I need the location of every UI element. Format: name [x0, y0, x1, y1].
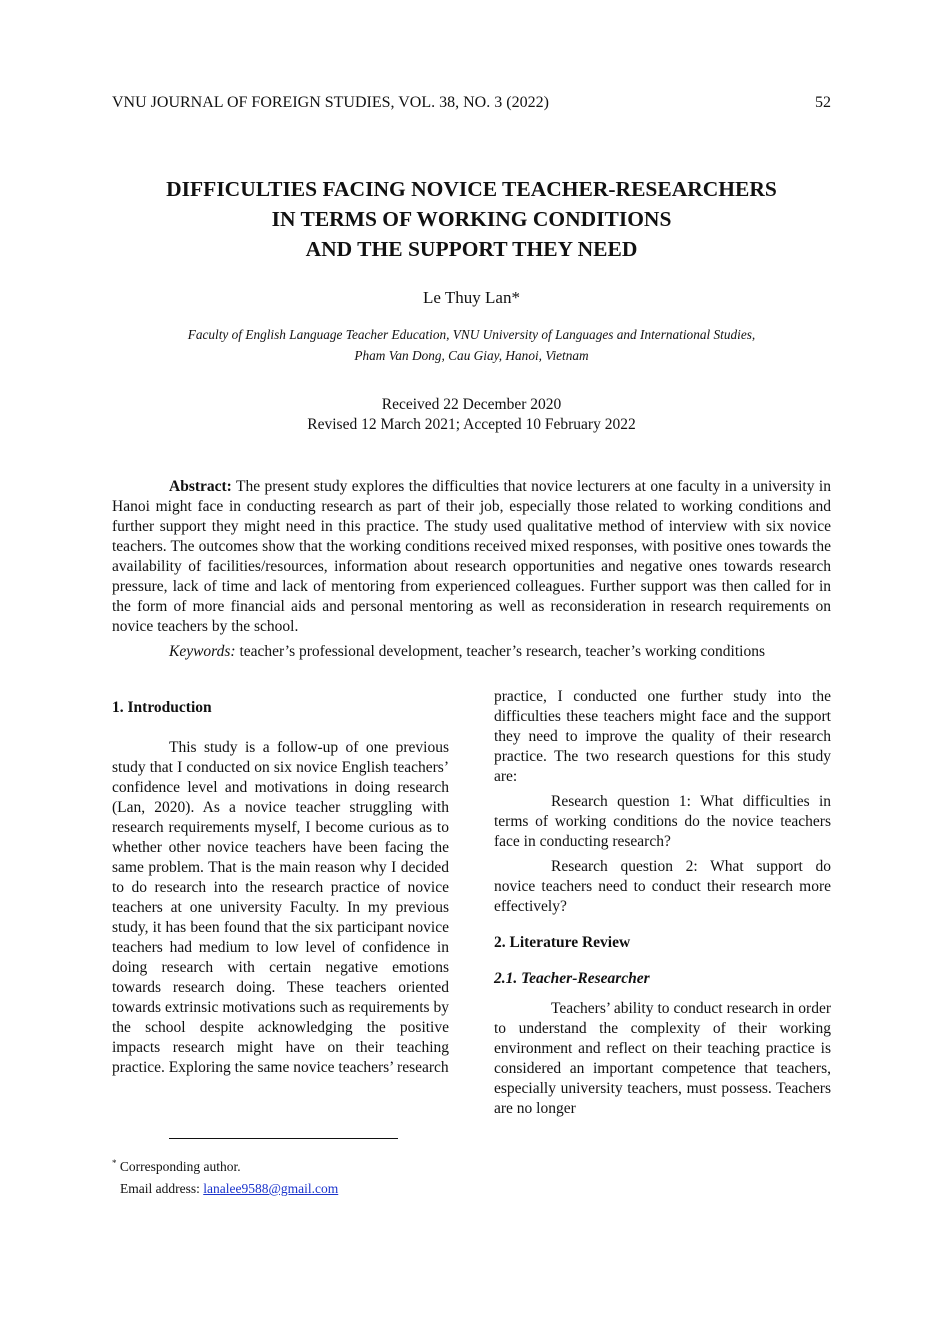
research-question-2: Research question 2: What support do novice teachers need to conduct their research more effectively? — [494, 858, 831, 915]
abstract — [112, 477, 831, 637]
title-line: IN TERMS OF WORKING CONDITIONS — [271, 207, 672, 231]
abstract-label: Abstract: — [169, 478, 232, 495]
abstract-text: The present study explores the difficulties that novice lecturers at one faculty in a university in Hanoi might face in conducting research as part of their job, especially those related to working conditions and further support they might need in this practice. The study used qualitative method of interview with six novice teachers. The outcomes show that the working conditions received mixed responses, with positive ones towards the availability of facilities/resources, information about research opportunities and negative ones towards research pressure, lack of time and lack of mentoring from experienced colleagues. Further support was then called for in the form of more financial aids and personal mentoring as well as reconsideration in research requirements on novice teachers by the school. — [112, 478, 831, 635]
title-line: AND THE SUPPORT THEY NEED — [305, 237, 638, 261]
affiliation-line: Faculty of English Language Teacher Education, VNU University of Languages and International Studies, — [187, 327, 756, 342]
email-label: Email address: — [120, 1181, 204, 1196]
page-number: 52 — [815, 94, 831, 111]
title-line: DIFFICULTIES FACING NOVICE TEACHER-RESEARCHERS — [166, 177, 777, 201]
author-name: Le Thuy Lan* — [423, 288, 520, 307]
research-question-1: Research question 1: What difficulties in terms of working conditions do the novice teachers face in conducting research? — [494, 793, 831, 850]
literature-paragraph: Teachers’ ability to conduct research in order to understand the complexity of their working environment and reflect on their teaching practice is considered an important competence that teachers, especially university teachers, must possess. Teachers are no longer — [494, 1000, 831, 1117]
email-link[interactable]: lanalee9588@gmail.com — [203, 1181, 339, 1196]
received-date: Received 22 December 2020 — [381, 396, 562, 413]
article-dates — [112, 395, 831, 435]
article-title — [112, 174, 831, 264]
footnote — [112, 1152, 512, 1200]
section-heading-introduction: 1. Introduction — [112, 699, 212, 716]
keywords-text: teacher’s professional development, teacher’s research, teacher’s working conditions — [235, 643, 765, 660]
running-header — [112, 94, 831, 112]
affiliation-line: Pham Van Dong, Cau Giay, Hanoi, Vietnam — [354, 348, 589, 363]
footnote-marker: * — [112, 1158, 117, 1168]
section-heading-literature-review: 2. Literature Review — [494, 934, 631, 951]
journal-name: VNU JOURNAL OF FOREIGN STUDIES, VOL. 38, NO. 3 (2022) — [112, 94, 549, 111]
corresponding-author-note — [112, 1152, 512, 1178]
corresponding-author-text: Corresponding author. — [116, 1159, 241, 1174]
revised-accepted-date: Revised 12 March 2021; Accepted 10 February 2022 — [307, 416, 636, 433]
subsection-heading-teacher-researcher: 2.1. Teacher-Researcher — [494, 970, 650, 987]
right-column — [494, 687, 831, 1119]
keywords-label: Keywords: — [169, 643, 236, 660]
introduction-paragraph: This study is a follow-up of one previous study that I conducted on six novice English teachers’ confidence level and motivations in doing research (Lan, 2020). As a novice teacher struggling with research requirements myself, I become curious as to whether other novice teachers have been facing the same problem. That is the main reason why I decided to do research into the research practice of novice teachers at one university Faculty. In my previous study, it has been found that the six participant novice teachers had medium to low level of confidence in doing research with certain negative emotions towards research doing. These teachers oriented towards extrinsic motivations such as requirements by the school despite acknowledging the positive impacts research might have on their teaching practice. Exploring the same novice teachers’ research — [112, 739, 449, 1076]
keywords — [112, 642, 831, 662]
footnote-divider — [169, 1138, 398, 1139]
author-affiliation — [112, 324, 831, 366]
email-line — [112, 1178, 512, 1200]
introduction-paragraph-continued: practice, I conducted one further study into the difficulties these teachers might face and the support they need to improve the quality of their research practice. The two research questions for this study are: — [494, 688, 831, 785]
left-column — [112, 698, 449, 1078]
